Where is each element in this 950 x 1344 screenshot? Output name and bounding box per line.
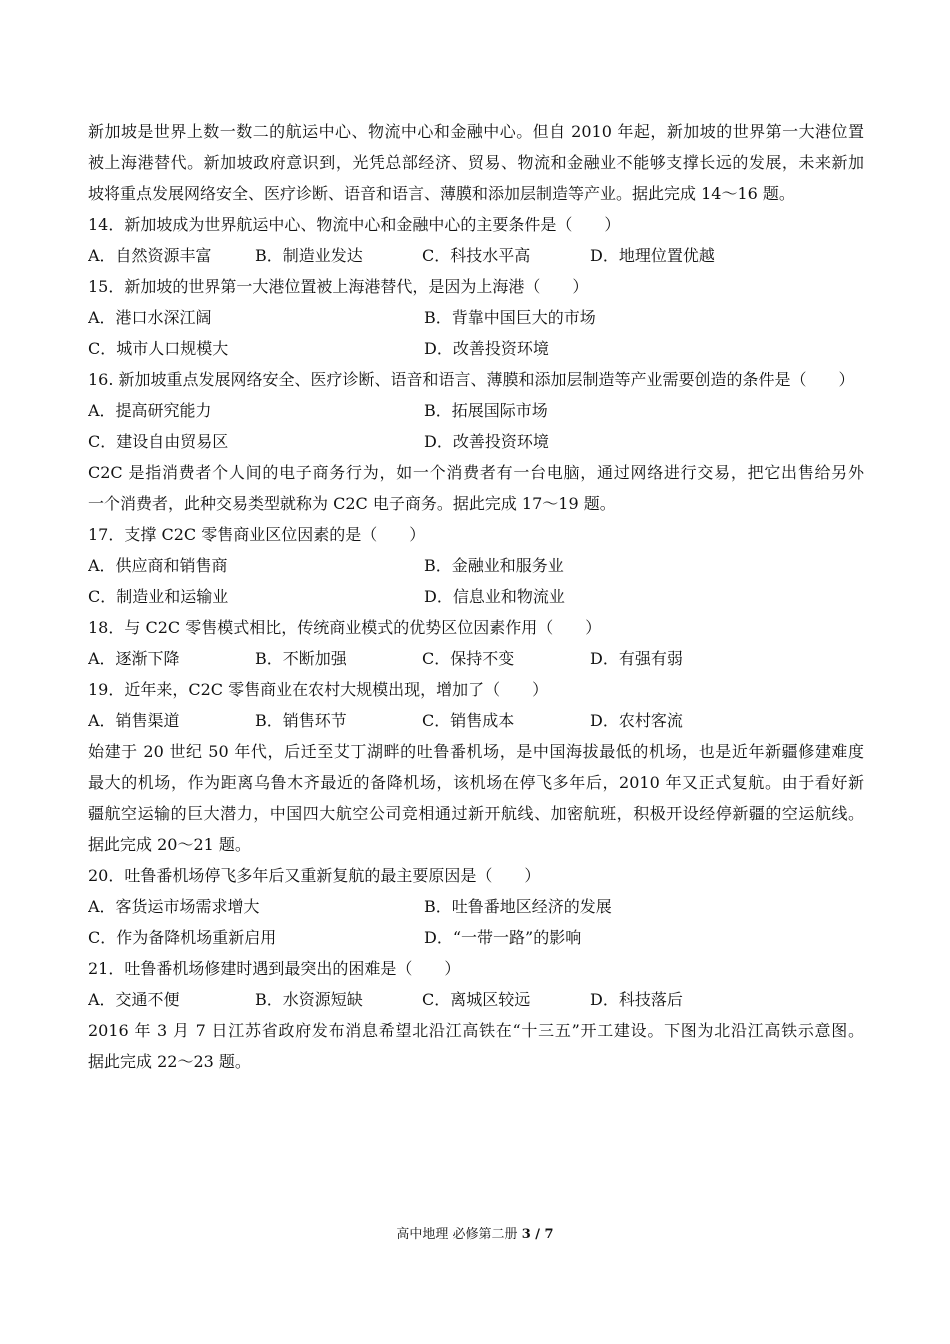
passage-c2c (88, 457, 864, 519)
options-row (88, 302, 864, 333)
option-a: A．销售渠道 (88, 711, 180, 730)
option-a: A．自然资源丰富 (88, 246, 212, 265)
option-d: D．科技落后 (590, 990, 683, 1009)
option-b: B．销售环节 (255, 711, 347, 730)
options-row (88, 581, 864, 612)
footer-subject: 高中地理 必修第二册 (396, 1227, 518, 1242)
option-d: D．改善投资环境 (424, 339, 549, 358)
question-14 (88, 209, 864, 271)
question-16 (88, 364, 864, 457)
question-15 (88, 271, 864, 364)
passage-line: 最大的机场，作为距离乌鲁木齐最近的备降机场，该机场在停飞多年后，2010 年又正式复航。由于看好新 (88, 773, 864, 792)
option-c: C．城市人口规模大 (88, 339, 229, 358)
passage-singapore (88, 116, 864, 209)
question-20 (88, 860, 864, 953)
options-row (88, 426, 864, 457)
option-b: B．拓展国际市场 (424, 401, 548, 420)
option-b: B．不断加强 (255, 649, 347, 668)
passage-line: 一个消费者，此种交易类型就称为 C2C 电子商务。据此完成 17～19 题。 (88, 494, 616, 513)
options-row (88, 922, 864, 953)
options-row (88, 240, 864, 271)
page-content (88, 116, 864, 1077)
passage-line: 被上海港替代。新加坡政府意识到，光凭总部经济、贸易、物流和金融业不能够支撑长远的发展，未来新加 (88, 153, 864, 172)
question-stem: 18．与 C2C 零售模式相比，传统商业模式的优势区位因素作用（ ） (88, 618, 602, 637)
question-19 (88, 674, 864, 736)
passage-turpan-airport (88, 736, 864, 860)
options-row (88, 705, 864, 736)
options-row (88, 891, 864, 922)
option-d: D．有强有弱 (590, 649, 683, 668)
question-stem: 17．支撑 C2C 零售商业区位因素的是（ ） (88, 525, 426, 544)
option-c: C．科技水平高 (422, 246, 531, 265)
passage-line: 2016 年 3 月 7 日江苏省政府发布消息希望北沿江高铁在“十三五”开工建设。下图为北沿江高铁示意图。 (88, 1021, 864, 1040)
question-18 (88, 612, 864, 674)
option-a: A．交通不便 (88, 990, 180, 1009)
options-row (88, 643, 864, 674)
option-c: C．建设自由贸易区 (88, 432, 229, 451)
option-a: A．供应商和销售商 (88, 556, 228, 575)
question-21 (88, 953, 864, 1015)
options-row (88, 984, 864, 1015)
options-row (88, 550, 864, 581)
question-17 (88, 519, 864, 612)
option-b: B．制造业发达 (255, 246, 363, 265)
question-stem: 21．吐鲁番机场修建时遇到最突出的困难是（ ） (88, 959, 461, 978)
passage-line: 坡将重点发展网络安全、医疗诊断、语音和语言、薄膜和添加层制造等产业。据此完成 14～16 题。 (88, 184, 795, 203)
option-d: D．地理位置优越 (590, 246, 715, 265)
option-d: D．改善投资环境 (424, 432, 549, 451)
option-b: B．背靠中国巨大的市场 (424, 308, 596, 327)
passage-line: C2C 是指消费者个人间的电子商务行为，如一个消费者有一台电脑，通过网络进行交易，把它出售给另外 (88, 463, 864, 482)
option-b: B．水资源短缺 (255, 990, 363, 1009)
option-b: B．吐鲁番地区经济的发展 (424, 897, 612, 916)
question-stem: 14．新加坡成为世界航运中心、物流中心和金融中心的主要条件是（ ） (88, 215, 621, 234)
passage-railway (88, 1015, 864, 1077)
option-d: D．农村客流 (590, 711, 683, 730)
passage-line: 疆航空运输的巨大潜力，中国四大航空公司竞相通过新开航线、加密航班，积极开设经停新疆的空运航线。 (88, 804, 864, 823)
option-a: A．提高研究能力 (88, 401, 212, 420)
option-c: C．保持不变 (422, 649, 515, 668)
options-row (88, 395, 864, 426)
question-stem: 19．近年来，C2C 零售商业在农村大规模出现，增加了（ ） (88, 680, 549, 699)
question-stem: 20．吐鲁番机场停飞多年后又重新复航的最主要原因是（ ） (88, 866, 541, 885)
option-c: C．作为备降机场重新启用 (88, 928, 277, 947)
question-stem: 15．新加坡的世界第一大港位置被上海港替代，是因为上海港（ ） (88, 277, 589, 296)
option-d: D．“一带一路”的影响 (424, 928, 582, 947)
option-b: B．金融业和服务业 (424, 556, 564, 575)
question-stem: 16. 新加坡重点发展网络安全、医疗诊断、语音和语言、薄膜和添加层制造等产业需要创造的条件是（ ） (88, 370, 855, 389)
option-a: A．港口水深江阔 (88, 308, 212, 327)
option-a: A．客货运市场需求增大 (88, 897, 260, 916)
options-row (88, 333, 864, 364)
option-a: A．逐渐下降 (88, 649, 180, 668)
option-c: C．销售成本 (422, 711, 515, 730)
option-d: D．信息业和物流业 (424, 587, 565, 606)
passage-line: 据此完成 22～23 题。 (88, 1052, 251, 1071)
footer-page-number: 3 / 7 (521, 1227, 554, 1242)
option-c: C．制造业和运输业 (88, 587, 229, 606)
page-footer (0, 1225, 950, 1245)
passage-line: 新加坡是世界上数一数二的航运中心、物流中心和金融中心。但自 2010 年起，新加坡的世界第一大港位置 (88, 122, 864, 141)
passage-line: 始建于 20 世纪 50 年代，后迁至艾丁湖畔的吐鲁番机场，是中国海拔最低的机场，也是近年新疆修建难度 (88, 742, 864, 761)
passage-line: 据此完成 20～21 题。 (88, 835, 251, 854)
option-c: C．离城区较远 (422, 990, 531, 1009)
